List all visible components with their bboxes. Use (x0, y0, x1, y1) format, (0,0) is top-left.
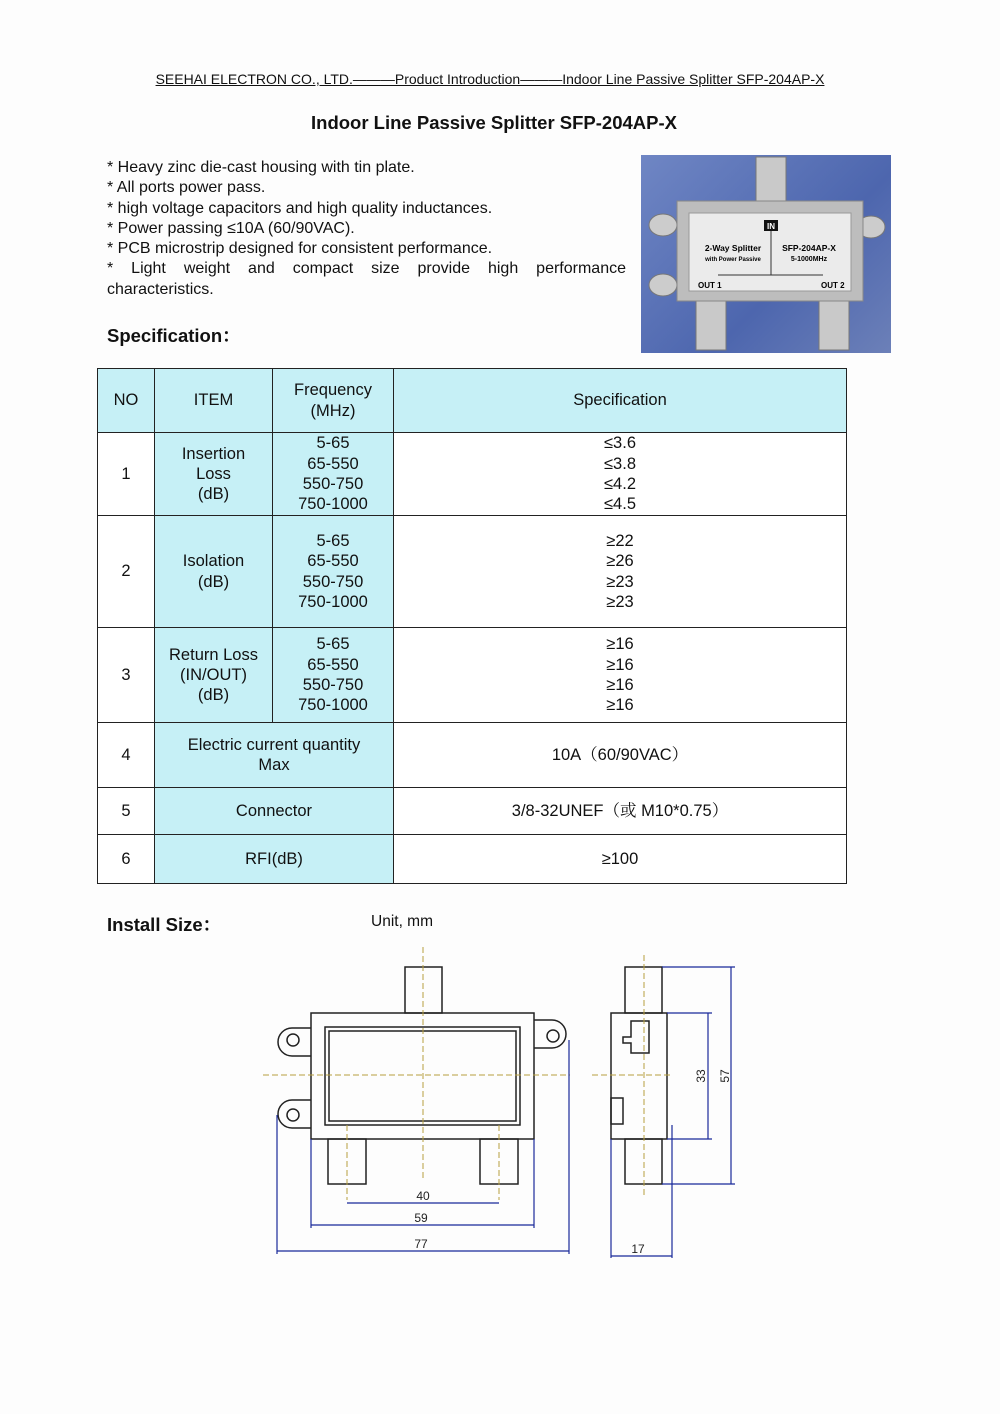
feature-item: * Power passing ≤10A (60/90VAC). (107, 219, 355, 237)
dim-57: 57 (718, 1069, 732, 1083)
in-label: IN (767, 222, 775, 231)
out1-label: OUT 1 (698, 281, 722, 290)
feature-item: * high voltage capacitors and high quality inductances. (107, 199, 493, 217)
cell-no: 3 (98, 628, 155, 723)
header-specification: Specification (394, 369, 847, 433)
cell-item: Connector (155, 788, 394, 835)
cell-frequency: 5-65 65-550 550-750 750-1000 (273, 516, 394, 628)
feature-item: * Heavy zinc die-cast housing with tin plate. (107, 159, 415, 176)
cell-no: 1 (98, 433, 155, 516)
cell-spec: 10A（60/90VAC） (394, 723, 847, 788)
specification-heading: Specification： (107, 325, 241, 346)
feature-item: * All ports power pass. (107, 179, 266, 197)
cell-no: 5 (98, 788, 155, 835)
dim-59: 59 (414, 1211, 428, 1225)
dim-17: 17 (631, 1242, 645, 1256)
dim-33: 33 (694, 1069, 708, 1083)
feature-item: * PCB microstrip designed for consistent performance. (107, 240, 493, 258)
cell-no: 2 (98, 516, 155, 628)
feature-item: * Light weight and compact size provide high performance characteristics. (107, 260, 626, 298)
cell-spec: ≥100 (394, 835, 847, 884)
cell-item: Return Loss (IN/OUT) (dB) (155, 628, 273, 723)
cell-spec: ≥22 ≥26 ≥23 ≥23 (394, 516, 847, 628)
photo-label: SFP-204AP-X (782, 243, 836, 253)
photo-label: with Power Passive (705, 257, 761, 263)
cell-item: Insertion Loss (dB) (155, 433, 273, 516)
dim-40: 40 (416, 1189, 430, 1203)
cell-item: RFI(dB) (155, 835, 394, 884)
photo-label: 2-Way Splitter (704, 243, 762, 253)
cell-item: Electric current quantity Max (155, 723, 394, 788)
center-lines (263, 947, 670, 1200)
cell-no: 6 (98, 835, 155, 884)
photo-label: 5-1000MHz (790, 256, 828, 263)
page-title: Indoor Line Passive Splitter SFP-204AP-X (311, 112, 677, 133)
cell-spec: 3/8-32UNEF（或 M10*0.75） (394, 788, 847, 835)
out2-label: OUT 2 (821, 281, 845, 290)
cell-spec: ≤3.6 ≤3.8 ≤4.2 ≤4.5 (394, 433, 847, 516)
unit-label: Unit, mm (371, 913, 433, 930)
header-no: NO (98, 369, 155, 433)
cell-spec: ≥16 ≥16 ≥16 ≥16 (394, 628, 847, 723)
dim-77: 77 (414, 1237, 428, 1251)
cell-frequency: 5-65 65-550 550-750 750-1000 (273, 628, 394, 723)
cell-item: Isolation (dB) (155, 516, 273, 628)
page-header: SEEHAI ELECTRON CO., LTD.———Product Introduction———Indoor Line Passive Splitter SFP-204AP-X (155, 71, 825, 87)
cell-frequency: 5-65 65-550 550-750 750-1000 (273, 433, 394, 516)
install-size-heading: Install Size： (107, 914, 222, 935)
cell-no: 4 (98, 723, 155, 788)
header-frequency: Frequency (MHz) (273, 369, 394, 433)
header-item: ITEM (155, 369, 273, 433)
